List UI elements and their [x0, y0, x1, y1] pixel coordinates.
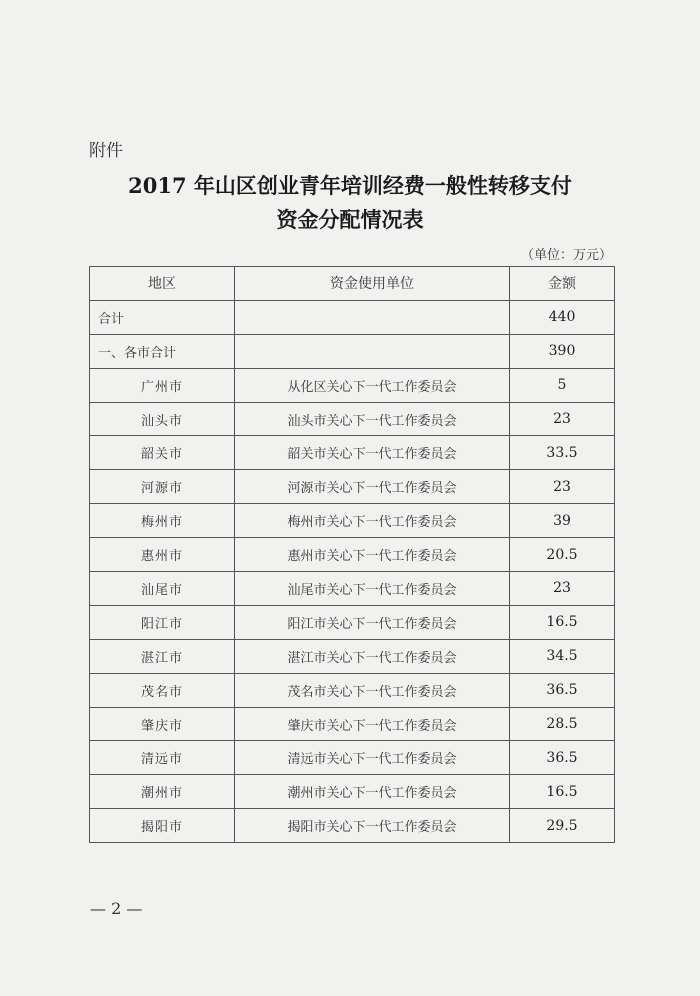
page-number: — 2 —	[90, 899, 143, 918]
cell-region: 汕尾市	[90, 572, 235, 606]
cell-region: 广州市	[90, 368, 235, 402]
cell-region: 惠州市	[90, 538, 235, 572]
cell-unit: 阳江市关心下一代工作委员会	[235, 605, 510, 639]
table-header-row	[90, 267, 615, 301]
cell-unit: 揭阳市关心下一代工作委员会	[235, 809, 510, 843]
cell-region: 阳江市	[90, 605, 235, 639]
cell-amount: 23	[510, 470, 615, 504]
header-unit: 资金使用单位	[235, 267, 510, 301]
cell-unit: 清远市关心下一代工作委员会	[235, 741, 510, 775]
cell-amount: 5	[510, 368, 615, 402]
cell-unit: 韶关市关心下一代工作委员会	[235, 436, 510, 470]
cell-unit: 从化区关心下一代工作委员会	[235, 368, 510, 402]
cell-region: 清远市	[90, 741, 235, 775]
cell-unit: 河源市关心下一代工作委员会	[235, 470, 510, 504]
cell-amount: 16.5	[510, 605, 615, 639]
cell-region: 揭阳市	[90, 809, 235, 843]
subtotal-region: 一、各市合计	[90, 334, 235, 368]
total-unit	[235, 300, 510, 334]
total-amount: 440	[510, 300, 615, 334]
cell-unit: 潮州市关心下一代工作委员会	[235, 775, 510, 809]
total-region: 合计	[90, 300, 235, 334]
table-row	[90, 741, 615, 775]
allocation-table	[89, 266, 615, 843]
cell-amount: 36.5	[510, 741, 615, 775]
table-row	[90, 639, 615, 673]
table-row	[90, 572, 615, 606]
table-row	[90, 402, 615, 436]
subtotal-row	[90, 334, 615, 368]
cell-region: 韶关市	[90, 436, 235, 470]
table-row	[90, 605, 615, 639]
cell-amount: 39	[510, 504, 615, 538]
cell-unit: 惠州市关心下一代工作委员会	[235, 538, 510, 572]
cell-amount: 20.5	[510, 538, 615, 572]
header-region: 地区	[90, 267, 235, 301]
cell-region: 河源市	[90, 470, 235, 504]
cell-amount: 16.5	[510, 775, 615, 809]
cell-amount: 36.5	[510, 673, 615, 707]
cell-region: 梅州市	[90, 504, 235, 538]
cell-region: 肇庆市	[90, 707, 235, 741]
cell-region: 潮州市	[90, 775, 235, 809]
subtotal-amount: 390	[510, 334, 615, 368]
table-row	[90, 707, 615, 741]
table-row	[90, 775, 615, 809]
cell-amount: 34.5	[510, 639, 615, 673]
cell-amount: 33.5	[510, 436, 615, 470]
table-row	[90, 504, 615, 538]
cell-unit: 汕尾市关心下一代工作委员会	[235, 572, 510, 606]
cell-unit: 茂名市关心下一代工作委员会	[235, 673, 510, 707]
table-row	[90, 809, 615, 843]
cell-amount: 28.5	[510, 707, 615, 741]
cell-amount: 23	[510, 402, 615, 436]
cell-unit: 湛江市关心下一代工作委员会	[235, 639, 510, 673]
cell-region: 汕头市	[90, 402, 235, 436]
total-row	[90, 300, 615, 334]
cell-region: 茂名市	[90, 673, 235, 707]
cell-region: 湛江市	[90, 639, 235, 673]
document-title-line1: 2017 年山区创业青年培训经费一般性转移支付	[128, 173, 572, 198]
header-amount: 金额	[510, 267, 615, 301]
cell-unit: 梅州市关心下一代工作委员会	[235, 504, 510, 538]
table-row	[90, 368, 615, 402]
cell-unit: 汕头市关心下一代工作委员会	[235, 402, 510, 436]
table-row	[90, 470, 615, 504]
table-row	[90, 538, 615, 572]
document-title-line2: 资金分配情况表	[276, 207, 424, 232]
table-row	[90, 436, 615, 470]
cell-amount: 23	[510, 572, 615, 606]
subtotal-unit	[235, 334, 510, 368]
unit-note: （单位：万元）	[520, 248, 612, 263]
cell-amount: 29.5	[510, 809, 615, 843]
table-row	[90, 673, 615, 707]
attachment-label: 附件	[89, 141, 123, 161]
cell-unit: 肇庆市关心下一代工作委员会	[235, 707, 510, 741]
